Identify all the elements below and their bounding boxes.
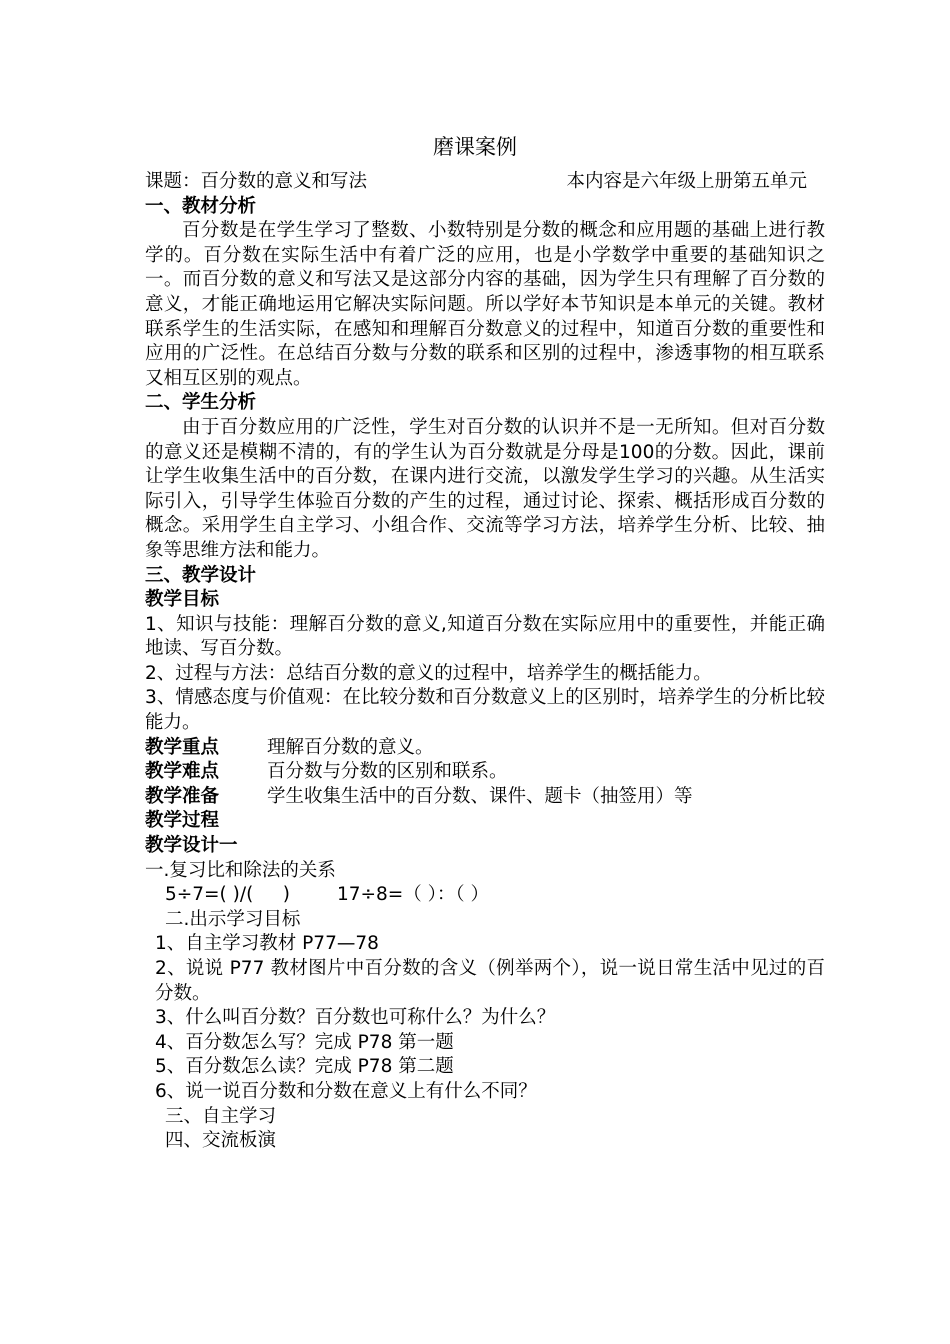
process-step: 三、自主学习 [165, 1105, 277, 1127]
section-heading-design: 三、教学设计 [145, 564, 257, 586]
process-step: 四、交流板演 [165, 1130, 277, 1152]
topic-unit: 本内容是六年级上册第五单元 [566, 171, 807, 192]
document-body [145, 170, 825, 1154]
document-title: 磨课案例 [433, 135, 517, 159]
key-point-row [145, 736, 825, 761]
topic-line [145, 170, 825, 195]
task-item: 4、百分数怎么写？完成 P78 第一题 [155, 1031, 454, 1053]
goal-item: 2、过程与方法：总结百分数的意义的过程中，培养学生的概括能力。 [145, 662, 712, 684]
difficulty-value: 百分数与分数的区别和联系。 [267, 761, 508, 783]
difficulty-label: 教学难点 [145, 761, 220, 783]
preparation-value: 学生收集生活中的百分数、课件、题卡（抽签用）等 [267, 785, 693, 807]
preparation-row [145, 785, 825, 810]
key-point-label: 教学重点 [145, 736, 220, 758]
section-heading-students: 二、学生分析 [145, 392, 257, 414]
goal-item: 1、知识与技能：理解百分数的意义,知道百分数在实际应用中的重要性，并能正确地读、写百分数。 [145, 613, 825, 660]
goal-item: 3、情感态度与价值观：在比较分数和百分数意义上的区别时，培养学生的分析比较能力。 [145, 687, 825, 734]
task-item: 5、百分数怎么读？完成 P78 第二题 [155, 1056, 454, 1078]
material-analysis-paragraph: 百分数是在学生学习了整数、小数特别是分数的概念和应用题的基础上进行教学的。百分数在实际生活中有着广泛的应用，也是小学数学中重要的基础知识之一。而百分数的意义和写法又是这部分内容的基础，因为学生只有理解了百分数的意义，才能正确地运用它解决实际问题。所以学好本节知识是本单元的关键。教材联系学生的生活实际，在感知和理解百分数意义的过程中，知道百分数的重要性和应用的广泛性。在总结百分数与分数的联系和区别的过程中，渗透事物的相互联系又相互区别的观点。 [145, 220, 825, 389]
key-point-value: 理解百分数的意义。 [267, 736, 434, 758]
student-analysis-paragraph: 由于百分数应用的广泛性，学生对百分数的认识并不是一无所知。但对百分数的意义还是模糊不清的，有的学生认为百分数就是分母是100的分数。因此，课前让学生收集生活中的百分数，在课内进行交流，以激发学生学习的兴趣。从生活实际引入，引导学生体验百分数的产生的过程，通过讨论、探索、概括形成百分数的概念。采用学生自主学习、小组合作、交流等学习方法，培养学生分析、比较、抽象等思维方法和能力。 [145, 416, 825, 561]
task-item: 2、说说 P77 教材图片中百分数的含义（例举两个），说一说日常生活中见过的百分数。 [155, 958, 825, 1004]
topic-label: 课题：百分数的意义和写法 [145, 171, 368, 192]
process-heading: 教学过程 [145, 810, 220, 832]
section-heading-material: 一、教材分析 [145, 195, 257, 217]
difficulty-row [145, 760, 825, 785]
design-one-heading: 教学设计一 [145, 835, 238, 857]
task-item: 6、说一说百分数和分数在意义上有什么不同？ [155, 1080, 537, 1102]
process-step: 一.复习比和除法的关系 [145, 859, 336, 881]
task-item: 1、自主学习教材 P77—78 [155, 933, 379, 955]
task-item: 3、什么叫百分数？百分数也可称什么？为什么？ [155, 1007, 556, 1029]
preparation-label: 教学准备 [145, 785, 220, 807]
review-expression: 5÷7=( )/( ) 17÷8=（ ）：（ ） [165, 884, 490, 906]
process-step: 二.出示学习目标 [165, 908, 301, 930]
goals-heading: 教学目标 [145, 589, 220, 611]
